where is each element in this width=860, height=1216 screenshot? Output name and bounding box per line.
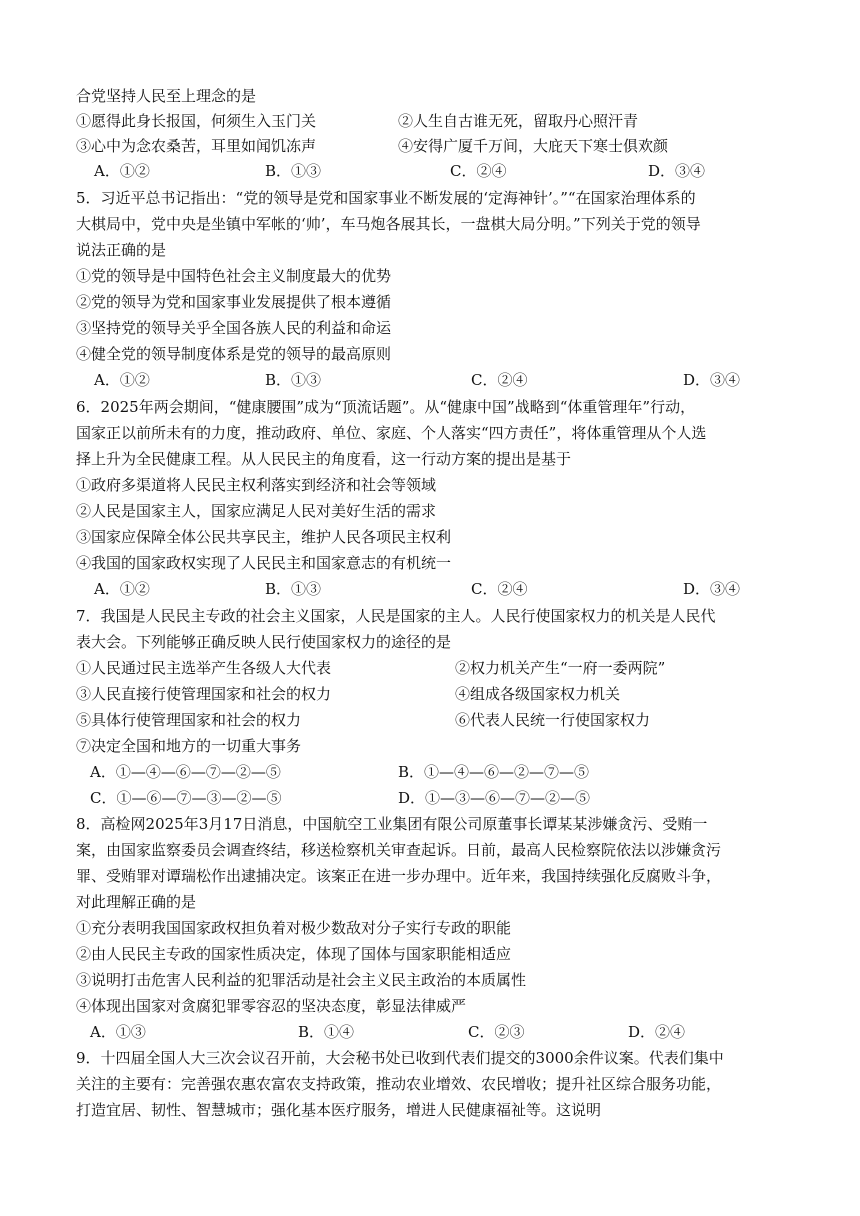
q7-option-d: D．①—③—⑥—⑦—②—⑤ [398,789,591,807]
q6-option-c: C．②④ [471,580,528,598]
q7-item-4: ④组成各级国家权力机关 [455,685,621,703]
q9-stem-line-3: 打造宜居、韧性、智慧城市；强化基本医疗服务，增进人民健康福祉等。这说明 [76,1101,602,1119]
q5-option-a: A．①② [94,371,150,389]
q5-item-3: ③坚持党的领导关乎全国各族人民的利益和命运 [76,319,392,337]
q8-option-c: C．②③ [468,1023,525,1041]
q4-option-c: C．②④ [450,162,507,180]
q6-option-a: A．①② [94,580,150,598]
q8-option-d: D．②④ [628,1023,686,1041]
q9-stem-line-1: 9．十四届全国人大三次会议召开前，大会秘书处已收到代表们提交的3000余件议案。代表们集中 [76,1049,724,1067]
q4-item-4: ④安得广厦千万间，大庇天下寒士俱欢颜 [398,137,669,155]
q7-option-a: A．①—④—⑥—⑦—②—⑤ [90,763,281,781]
q7-item-5: ⑤具体行使管理国家和社会的权力 [76,711,302,729]
q4-stem-tail: 合党坚持人民至上理念的是 [76,87,257,105]
q6-item-1: ①政府多渠道将人民民主权利落实到经济和社会等领域 [76,476,437,494]
q7-item-1: ①人民通过民主选举产生各级人大代表 [76,659,332,677]
q7-item-2: ②权力机关产生“一府一委两院” [455,659,666,677]
q5-option-b: B．①③ [265,371,322,389]
q4-item-2: ②人生自古谁无死，留取丹心照汗青 [398,112,639,130]
q5-item-1: ①党的领导是中国特色社会主义制度最大的优势 [76,267,392,285]
q8-item-2: ②由人民民主专政的国家性质决定，体现了国体与国家职能相适应 [76,945,512,963]
q9-stem-line-2: 关注的主要有：完善强农惠农富农支持政策，推动农业增效、农民增收；提升社区综合服务功能， [76,1075,722,1093]
q4-option-d: D．③④ [648,162,706,180]
q8-stem-line-3: 罪、受贿罪对谭瑞松作出逮捕决定。该案正在进一步办理中。近年来，我国持续强化反腐败斗争， [76,867,722,885]
q8-item-1: ①充分表明我国国家政权担负着对极少数敌对分子实行专政的职能 [76,919,512,937]
q7-item-6: ⑥代表人民统一行使国家权力 [455,711,651,729]
q5-option-c: C．②④ [471,371,528,389]
q7-option-c: C．①—⑥—⑦—③—②—⑤ [90,789,282,807]
q8-item-4: ④体现出国家对贪腐犯罪零容忍的坚决态度，彰显法律威严 [76,997,467,1015]
q5-stem-line-2: 大棋局中，党中央是坐镇中军帐的‘帅’，车马炮各展其长，一盘棋大局分明。”下列关于党的领导 [76,215,701,233]
q8-option-a: A．①③ [90,1023,146,1041]
q6-item-2: ②人民是国家主人，国家应满足人民对美好生活的需求 [76,502,437,520]
q6-stem-line-1: 6．2025年两会期间，“健康腰围”成为“顶流话题”。从“健康中国”战略到“体重管理年”行动， [76,398,696,416]
q6-item-3: ③国家应保障全体公民共享民主，维护人民各项民主权利 [76,528,452,546]
q4-item-3: ③心中为念农桑苦，耳里如闻饥冻声 [76,137,317,155]
q7-option-b: B．①—④—⑥—②—⑦—⑤ [398,763,590,781]
q8-stem-line-1: 8．高检网2025年3月17日消息，中国航空工业集团有限公司原董事长谭某某涉嫌贪污、受贿一 [76,815,708,833]
q8-stem-line-4: 对此理解正确的是 [76,893,197,911]
q5-item-2: ②党的领导为党和国家事业发展提供了根本遵循 [76,293,392,311]
q6-option-d: D．③④ [683,580,741,598]
q6-option-b: B．①③ [265,580,322,598]
q6-stem-line-2: 国家正以前所未有的力度，推动政府、单位、家庭、个人落实“四方责任”，将体重管理从个人选 [76,424,707,442]
q7-stem-line-1: 7．我国是人民民主专政的社会主义国家，人民是国家的主人。人民行使国家权力的机关是人民代 [76,607,716,625]
q5-option-d: D．③④ [683,371,741,389]
q6-item-4: ④我国的国家政权实现了人民民主和国家意志的有机统一 [76,554,452,572]
q4-option-b: B．①③ [265,162,322,180]
q8-item-3: ③说明打击危害人民利益的犯罪活动是社会主义民主政治的本质属性 [76,971,527,989]
q5-stem-line-1: 5．习近平总书记指出：“党的领导是党和国家事业不断发展的‘定海神针’。”“在国家治理体系的 [76,189,696,207]
q8-stem-line-2: 案，由国家监察委员会调查终结，移送检察机关审查起诉。日前，最高人民检察院依法以涉嫌贪污 [76,841,722,859]
q7-item-3: ③人民直接行使管理国家和社会的权力 [76,685,332,703]
q7-stem-line-2: 表大会。下列能够正确反映人民行使国家权力的途径的是 [76,633,452,651]
q8-option-b: B．①④ [298,1023,355,1041]
q6-stem-line-3: 择上升为全民健康工程。从人民民主的角度看，这一行动方案的提出是基于 [76,450,572,468]
q4-item-1: ①愿得此身长报国，何须生入玉门关 [76,112,317,130]
q4-option-a: A．①② [94,162,150,180]
q7-item-7: ⑦决定全国和地方的一切重大事务 [76,737,302,755]
q5-stem-line-3: 说法正确的是 [76,241,167,259]
q5-item-4: ④健全党的领导制度体系是党的领导的最高原则 [76,345,392,363]
